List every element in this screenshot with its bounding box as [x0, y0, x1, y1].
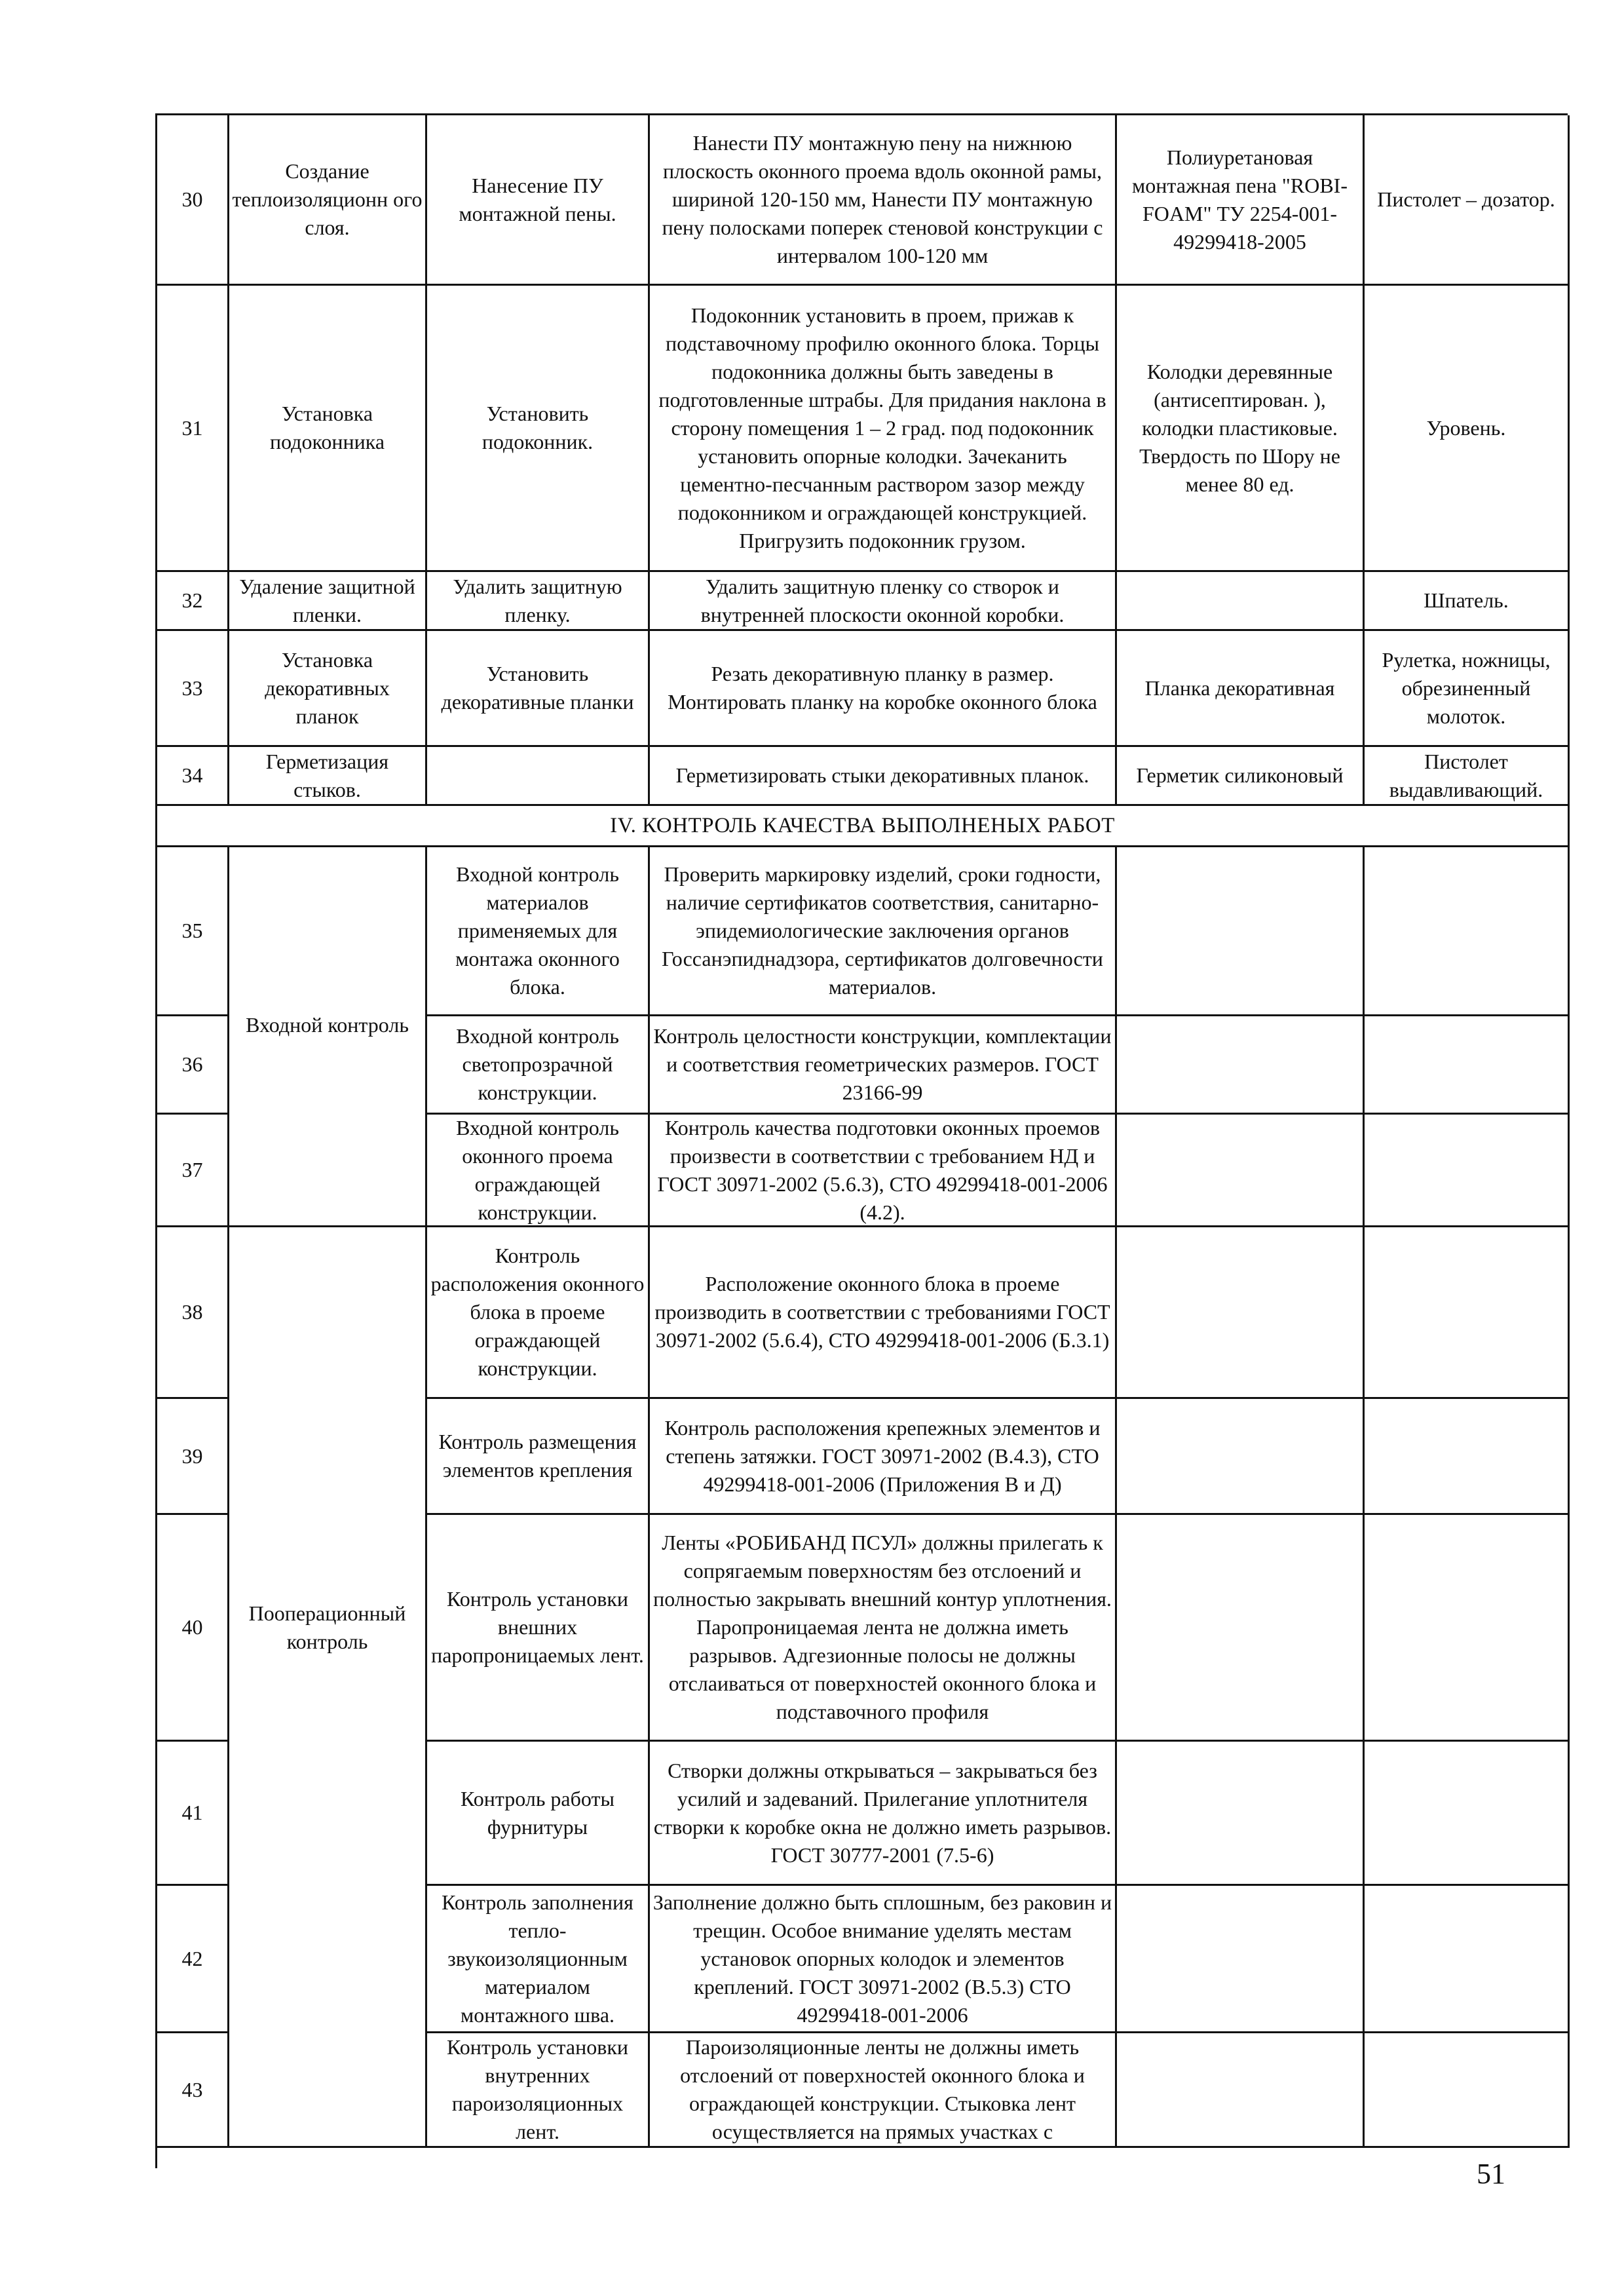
row-number: 35 — [157, 847, 229, 1016]
materials-cell: Колодки деревянные (антисептирован. ), колодки пластиковые. Твердость по Шору не менее 80 ед. — [1117, 286, 1365, 572]
page-number: 51 — [1477, 2158, 1505, 2190]
description-cell: Контроль расположения крепежных элементов и степень затяжки. ГОСТ 30971-2002 (В.4.3), СТО 49299418-001-2006 (Приложения В и Д) — [650, 1399, 1117, 1515]
operation-cell: Удалить защитную пленку. — [427, 572, 650, 631]
operation-cell: Нанесение ПУ монтажной пены. — [427, 115, 650, 286]
description-cell: Проверить маркировку изделий, сроки годности, наличие сертификатов соответствия, санитарно-эпидемиологические заключения органов Госсанэпиднадзора, сертификатов долговечности материалов. — [650, 847, 1117, 1016]
operation-cell: Контроль размещения элементов крепления — [427, 1399, 650, 1515]
row-number: 42 — [157, 1886, 229, 2033]
operation-cell: Установить декоративные планки — [427, 631, 650, 747]
operation-cell — [427, 747, 650, 806]
operation-cell: Контроль расположения оконного блока в проеме ограждающей конструкции. — [427, 1227, 650, 1399]
row-number: 39 — [157, 1399, 229, 1515]
description-cell: Нанести ПУ монтажную пену на нижнюю плоскость оконного проема вдоль оконной рамы, шириной 120-150 мм, Нанести ПУ монтажную пену полосками поперек стеновой конструкции с интервалом 100-120 мм — [650, 115, 1117, 286]
tools-cell: Уровень. — [1365, 286, 1570, 572]
work-table — [155, 113, 1568, 2168]
materials-cell — [1117, 1227, 1365, 1399]
stage-cell: Удаление защитной пленки. — [229, 572, 427, 631]
stage-cell: Установка подоконника — [229, 286, 427, 572]
operation-cell: Контроль заполнения тепло-звукоизоляционным материалом монтажного шва. — [427, 1886, 650, 2033]
materials-cell — [1117, 1515, 1365, 1742]
tools-cell: Шпатель. — [1365, 572, 1570, 631]
row-number: 41 — [157, 1742, 229, 1886]
materials-cell — [1117, 1399, 1365, 1515]
tools-cell — [1365, 1227, 1570, 1399]
operation-cell: Входной контроль материалов применяемых для монтажа оконного блока. — [427, 847, 650, 1016]
operation-cell: Установить подоконник. — [427, 286, 650, 572]
materials-cell — [1117, 2033, 1365, 2148]
operation-cell: Контроль установки внутренних пароизоляционных лент. — [427, 2033, 650, 2148]
stage-cell: Герметизация стыков. — [229, 747, 427, 806]
row-number: 37 — [157, 1115, 229, 1227]
row-number: 34 — [157, 747, 229, 806]
description-cell: Герметизировать стыки декоративных планок. — [650, 747, 1117, 806]
materials-cell — [1117, 1016, 1365, 1115]
description-cell: Контроль целостности конструкции, комплектации и соответствия геометрических размеров. ГОСТ 23166-99 — [650, 1016, 1117, 1115]
description-cell: Створки должны открываться – закрываться без усилий и задеваний. Прилегание уплотнителя створки к коробке окна не должно иметь разрывов. ГОСТ 30777-2001 (7.5-6) — [650, 1742, 1117, 1886]
materials-cell: Полиуретановая монтажная пена "ROBI-FOAM" ТУ 2254-001-49299418-2005 — [1117, 115, 1365, 286]
tools-cell — [1365, 1886, 1570, 2033]
description-cell: Расположение оконного блока в проеме производить в соответствии с требованиями ГОСТ 30971-2002 (5.6.4), СТО 49299418-001-2006 (Б.3.1) — [650, 1227, 1117, 1399]
description-cell: Пароизоляционные ленты не должны иметь отслоений от поверхностей оконного блока и ограждающей конструкции. Стыковка лент осуществляется на прямых участках с — [650, 2033, 1117, 2148]
materials-cell: Герметик силиконовый — [1117, 747, 1365, 806]
row-number: 31 — [157, 286, 229, 572]
tools-cell — [1365, 1016, 1570, 1115]
operation-cell: Контроль установки внешних паропроницаемых лент. — [427, 1515, 650, 1742]
row-number: 32 — [157, 572, 229, 631]
operation-cell: Контроль работы фурнитуры — [427, 1742, 650, 1886]
tools-cell: Рулетка, ножницы, обрезиненный молоток. — [1365, 631, 1570, 747]
group-operational-control: Пооперационный контроль — [229, 1227, 427, 2148]
stage-cell: Создание теплоизоляционн ого слоя. — [229, 115, 427, 286]
description-cell: Ленты «РОБИБАНД ПСУЛ» должны прилегать к сопрягаемым поверхностям без отслоений и полностью закрывать внешний контур уплотнения. Паропроницаемая лента не должна иметь разрывов. Адгезионные полосы не должны отслаиваться от поверхностей оконного блока и подставочного профиля — [650, 1515, 1117, 1742]
description-cell: Удалить защитную пленку со створок и внутренней плоскости оконной коробки. — [650, 572, 1117, 631]
description-cell: Заполнение должно быть сплошным, без раковин и трещин. Особое внимание уделять местам установок опорных колодок и элементов креплений. ГОСТ 30971-2002 (В.5.3) СТО 49299418-001-2006 — [650, 1886, 1117, 2033]
materials-cell: Планка декоративная — [1117, 631, 1365, 747]
tools-cell — [1365, 1115, 1570, 1227]
tools-cell: Пистолет выдавливающий. — [1365, 747, 1570, 806]
tools-cell — [1365, 1515, 1570, 1742]
group-input-control: Входной контроль — [229, 847, 427, 1227]
materials-cell — [1117, 1115, 1365, 1227]
section-title: IV. КОНТРОЛЬ КАЧЕСТВА ВЫПОЛНЕНЫХ РАБОТ — [157, 806, 1570, 847]
operation-cell: Входной контроль светопрозрачной конструкции. — [427, 1016, 650, 1115]
tools-cell — [1365, 1399, 1570, 1515]
materials-cell — [1117, 847, 1365, 1016]
materials-cell — [1117, 572, 1365, 631]
materials-cell — [1117, 1886, 1365, 2033]
row-number: 43 — [157, 2033, 229, 2148]
row-number: 33 — [157, 631, 229, 747]
row-number: 30 — [157, 115, 229, 286]
tools-cell — [1365, 847, 1570, 1016]
tools-cell — [1365, 2033, 1570, 2148]
tools-cell: Пистолет – дозатор. — [1365, 115, 1570, 286]
materials-cell — [1117, 1742, 1365, 1886]
row-number: 40 — [157, 1515, 229, 1742]
row-number: 36 — [157, 1016, 229, 1115]
operation-cell: Входной контроль оконного проема ограждающей конструкции. — [427, 1115, 650, 1227]
tools-cell — [1365, 1742, 1570, 1886]
row-number: 38 — [157, 1227, 229, 1399]
description-cell: Резать декоративную планку в размер. Монтировать планку на коробке оконного блока — [650, 631, 1117, 747]
description-cell: Контроль качества подготовки оконных проемов произвести в соответствии с требованием НД и ГОСТ 30971-2002 (5.6.3), СТО 49299418-001-2006 (4.2). — [650, 1115, 1117, 1227]
description-cell: Подоконник установить в проем, прижав к подставочному профилю оконного блока. Торцы подоконника должны быть заведены в подготовленные штрабы. Для придания наклона в сторону помещения 1 – 2 град. под подоконник установить опорные колодки. Зачеканить цементно-песчанным раствором зазор между подоконником и ограждающей конструкцией. Пригрузить подоконник грузом. — [650, 286, 1117, 572]
stage-cell: Установка декоративных планок — [229, 631, 427, 747]
